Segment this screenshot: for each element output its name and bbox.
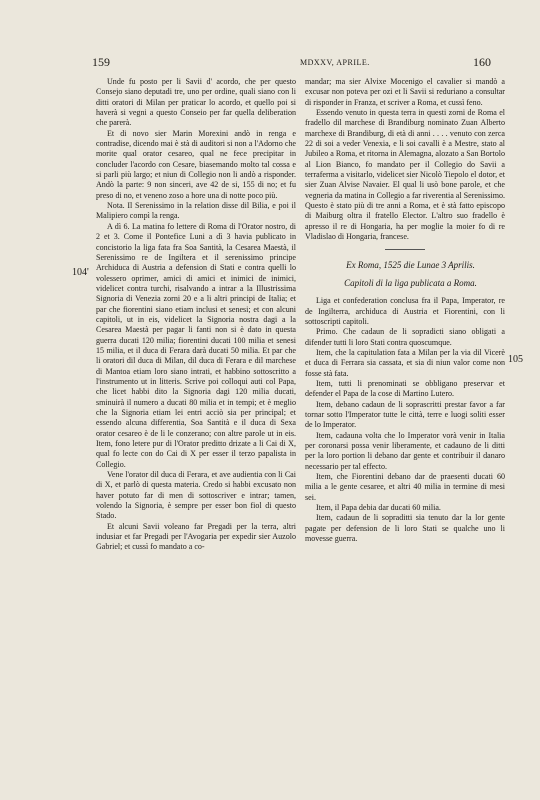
paragraph: Vene l'orator dil duca di Ferara, et ave audientia con li Cai di X, et parlò di questa materia. Credo si habbi excusato non haver potuto far di men di sottoscriver e intrar; tamen, volendo la Signoria, è sempre per esser bon fiol di questo Stado. (96, 470, 296, 521)
divider (385, 249, 425, 250)
left-column (96, 77, 296, 553)
paragraph: Item, tutti li prenominati se obbligano preservar et defender el Papa de la cose di Martino Lutero. (305, 378, 505, 399)
paragraph: Liga et confederation conclusa fra il Papa, Imperator, re de Ingilterra, archiduca di Austria et Fiorentini, con li sottoscripti capitoli. (305, 296, 505, 326)
right-margin-number: 105 (508, 354, 523, 365)
running-header: MDXXV, APRILE. (300, 58, 370, 67)
paragraph: Essendo venuto in questa terra in questi zorni de Roma el fradello dil marchese di Brandiburg nominato Zuan Alberto marchexe di Brandiburg, di età di anni . . . . venuto con zerca 22 di soi a veder Venexia, e li soi cavalli è a Mestre, stato al Jubileo a Roma, et ritorna in Alemagna, alozato a San Bortolo al Lion Bianco, fo mandato per il Collegio do Savii a terraferma a visitarlo, videlicet sier Nicolò Tiepolo el dotor, et sier Zuan Alvise Navaier. El qual li usò bone parole, et che vegneria da matina in Collegio a far riverentia al Serenissimo. Questo è stato più di tre anni a Roma, et è stà fatto episcopo di Maiburg oltra il fratello Elector. L'altro suo fradello è apresso il re di Hongaria, ha per moglie la moier fo di re Vladislao di Hongaria, francese. (305, 108, 505, 242)
right-column (305, 77, 505, 544)
paragraph: Item, che Fiorentini debano dar de praesenti ducati 60 milia a le gente cesaree, et altri 40 milia in termine di mesi sei. (305, 472, 505, 502)
paragraph: Item, cadaun de li sopraditti sia tenuto dar la lor gente pagate per defension de li loro Stati se qualche uno li movesse guerra. (305, 513, 505, 544)
paragraph: Et alcuni Savii voleano far Pregadi per la terra, altri indusiar et far Pregadi per l'Avogaria per expedir sier Auzolo Gabriel; et cussì fo mandato a co- (96, 521, 296, 552)
section-date-heading: Ex Roma, 1525 die Lunae 3 Aprilis. (346, 259, 475, 270)
paragraph: Item, che la capitulation fata a Milan per la via dil Vicerè et duca di Ferrara sia cassata, et sia di niun valor come non fosse stà fata. (305, 347, 505, 378)
paragraph: Et di novo sier Marin Morexini andò in renga e contradise, dicendo mai è stà di auditori si non a l'Adorno che morite qual orator cesareo, qual ne fece precipitar in concluder l'acordo con Cesare, biasemando molto tal cossa e si parli più largo; et niun di Collegio non li andò a risponder. Andò la parte: 9 non sinceri, ave 42 de si, 155 di no; et fu preso di no, et veneno zoso a hore una di notte poco più. (96, 128, 296, 200)
paragraph: A dì 6. La matina fo lettere di Roma di l'Orator nostro, di 2 et 3. Come il Pontefice Luni a dì 3 havia publicato in concistorio la liga fata fra Soa Santità, la Cesarea Maestà, il Serenissimo re de Ingiltera et il serenissimo principe Archiduca di Austria a defension di Stati e contra quelli lo volessero oprimer, amici di amici et inimici de inimici, videlicet contra turchi, risalvando a intrar a la Illustrissima Signoria di Venezia zorni 20 e a li altri principi de Italia; et par che fiorentini siano etiam inclusi et senesi; et con alcuni capitoli, ut in eis, videlicet la Signoria nostra dagi a la Cesarea Maestà per pagar li fanti non si è dato in questa guerra ducati 120 milia; fiorentini ducati 100 milia et senesi 15 milia, et il duca di Ferara darà ducati 50 milia. Et par che li oratori dil duca di Milan, dil duca di Ferara e dil marchese di Mantoa etiam loro siano intrati, et habbino sottoscritto a l'instrumento ut in litteris. Scrive poi colloqui auti col Papa, che licet habbi dito la Signoria dagi 120 milia ducati, sminuirà il numero a ducati 80 milia et in tempi; et è meglio che la Signoria etiam lei entri acciò sia per principal; et essendo alcuna differentia, Soa Santità e il duca di Sexa orator cesareo è de li le conzerano; con altre parole ut in eis. Item, fono letere pur di l'Orator preditto drizate a li Cai di X, qual fo lecte con do Cai di X per esser il terzo papalista in Collegio. (96, 221, 296, 469)
paragraph: Item, cadauna volta che lo Imperator vorà venir in Italia per coronarsi possa venir liberamente, et cadauno de li ditti per la loro portion li debano dar gente et contribuir il danaro necessario per tal effecto. (305, 430, 505, 471)
paragraph: Item, il Papa debia dar ducati 60 milia. (316, 503, 441, 513)
paragraph: Item, debano cadaun de li soprascritti prestar favor a far tornar sotto l'Imperator tutte le città, terre e luogi soliti esser de lo Imperator. (305, 399, 505, 430)
paragraph: Nota. Il Serenissimo in la relation disse dil Bilia, e poi il Malipiero compì la renga. (96, 201, 296, 221)
section-title-heading: Capitoli di la liga publicata a Roma. (344, 277, 477, 288)
paragraph: Unde fu posto per li Savii d' acordo, che per questo Consejo siano deputadi tre, uno per ordine, quali siano con li ditti oratori di Milan per praticar lo acordo, et quello poi si haverà si vegni a questo Conseio per far quella deliberation che parerà. (96, 77, 296, 128)
paragraph: Primo. Che cadaun de li sopradicti siano obligati a difender tutti li loro Stati contra quoscumque. (305, 327, 505, 347)
right-page-number: 160 (473, 55, 491, 69)
left-margin-number: 104' (72, 267, 89, 278)
left-page-number: 159 (92, 55, 110, 69)
paragraph: mandar; ma sier Alvixe Mocenigo el cavalier si mandò a excusar non poteva per ozi et li Savii si reduriano a consultar di risponder in Franza, et scriver a Roma, et cussì feno. (305, 77, 505, 107)
